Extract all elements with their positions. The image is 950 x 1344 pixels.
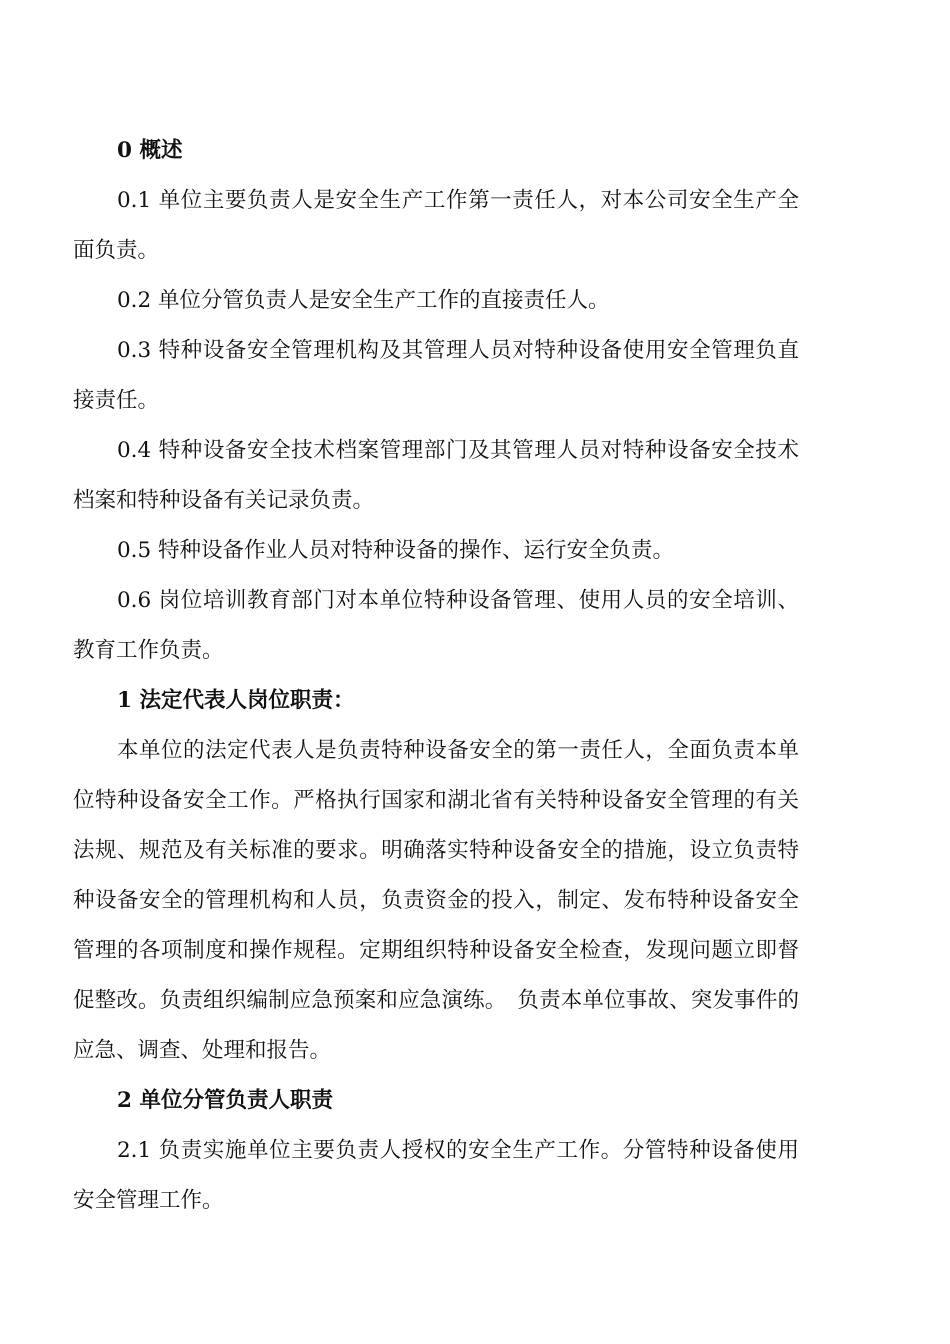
section-heading-overview: 0 概述 <box>117 138 183 163</box>
paragraph-0-4: 0.4 特种设备安全技术档案管理部门及其管理人员对特种设备安全技术档案和特种设备有关记录负责。 <box>73 438 799 513</box>
paragraph-0-6: 0.6 岗位培训教育部门对本单位特种设备管理、使用人员的安全培训、教育工作负责。 <box>73 588 799 663</box>
section-heading-legal-representative: 1 法定代表人岗位职责： <box>117 688 355 713</box>
section-heading-deputy-head: 2 单位分管负责人职责 <box>117 1088 333 1113</box>
paragraph-legal-representative-duties: 本单位的法定代表人是负责特种设备安全的第一责任人，全面负责本单位特种设备安全工作。严格执行国家和湖北省有关特种设备安全管理的有关法规、规范及有关标准的要求。明确落实特种设备安全的措施，设立负责特种设备安全的管理机构和人员，负责资金的投入，制定、发布特种设备安全管理的各项制度和操作规程。定期组织特种设备安全检查，发现问题立即督促整改。负责组织编制应急预案和应急演练。 负责本单位事故、突发事件的应急、调查、处理和报告。 <box>73 738 799 1063</box>
paragraph-0-5: 0.5 特种设备作业人员对特种设备的操作、运行安全负责。 <box>117 538 675 563</box>
paragraph-0-1: 0.1 单位主要负责人是安全生产工作第一责任人，对本公司安全生产全面负责。 <box>73 188 799 263</box>
paragraph-0-3: 0.3 特种设备安全管理机构及其管理人员对特种设备使用安全管理负直接责任。 <box>73 338 799 413</box>
document-body <box>73 126 799 1226</box>
paragraph-2-1: 2.1 负责实施单位主要负责人授权的安全生产工作。分管特种设备使用安全管理工作。 <box>73 1138 799 1213</box>
paragraph-0-2: 0.2 单位分管负责人是安全生产工作的直接责任人。 <box>117 288 610 313</box>
